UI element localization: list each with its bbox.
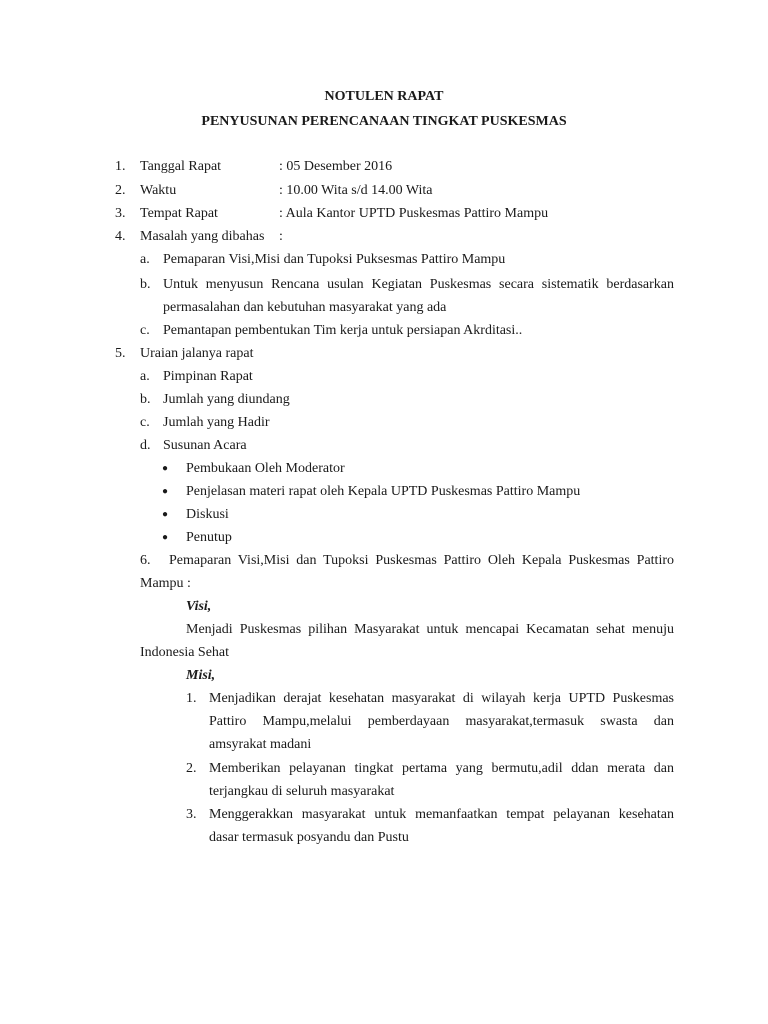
field-value-masalah: : [279, 229, 283, 244]
uraian-label: Uraian jalanya rapat [140, 346, 254, 361]
list-letter: c. [140, 415, 150, 430]
visi-text: Menjadi Puskesmas pilihan Masyarakat untuk mencapai Kecamatan sehat menuju [186, 622, 674, 637]
item-number: 6. [140, 553, 151, 568]
bullet-icon: ● [162, 486, 169, 497]
acara-item: Diskusi [186, 507, 229, 522]
uraian-item: Pimpinan Rapat [163, 369, 253, 384]
acara-item: Penjelasan materi rapat oleh Kepala UPTD Puskesmas Pattiro Mampu [186, 484, 581, 499]
field-label-tanggal: Tanggal Rapat [140, 159, 222, 174]
misi-number: 3. [186, 807, 197, 822]
masalah-item: Pemantapan pembentukan Tim kerja untuk persiapan Akrditasi.. [163, 323, 523, 338]
misi-text: Menjadikan derajat kesehatan masyarakat di wilayah kerja UPTD Puskesmas [209, 691, 674, 706]
misi-text: terjangkau di seluruh masyarakat [209, 784, 395, 799]
misi-number: 1. [186, 691, 197, 706]
document-subtitle: PENYUSUNAN PERENCANAAN TINGKAT PUSKESMAS [201, 114, 567, 129]
item-number: 1. [115, 159, 126, 174]
section6-line: Pemaparan Visi,Misi dan Tupoksi Puskesmas Pattiro Oleh Kepala Puskesmas Pattiro [169, 553, 674, 568]
uraian-item: Jumlah yang Hadir [163, 415, 270, 430]
field-value-tempat: : Aula Kantor UPTD Puskesmas Pattiro Mampu [279, 206, 549, 221]
misi-text: Memberikan pelayanan tingkat pertama yang bermutu,adil ddan merata dan [209, 761, 674, 776]
misi-text: Menggerakkan masyarakat untuk memanfaatkan tempat pelayanan kesehatan [209, 807, 674, 822]
acara-item: Penutup [186, 530, 232, 545]
list-letter: d. [140, 438, 151, 453]
misi-number: 2. [186, 761, 197, 776]
uraian-item: Jumlah yang diundang [163, 392, 290, 407]
list-letter: b. [140, 392, 151, 407]
acara-item: Pembukaan Oleh Moderator [186, 461, 345, 476]
misi-text: amsyrakat madani [209, 737, 312, 752]
document-title: NOTULEN RAPAT [324, 89, 444, 104]
list-letter: a. [140, 252, 150, 267]
list-letter: a. [140, 369, 150, 384]
item-number: 5. [115, 346, 126, 361]
field-label-waktu: Waktu [140, 183, 177, 198]
misi-label: Misi, [186, 668, 216, 683]
field-label-masalah: Masalah yang dibahas [140, 229, 265, 244]
item-number: 3. [115, 206, 126, 221]
section6-line-continued: Mampu : [140, 576, 191, 591]
uraian-item: Susunan Acara [163, 438, 247, 453]
list-letter: b. [140, 277, 151, 292]
list-letter: c. [140, 323, 150, 338]
item-number: 4. [115, 229, 126, 244]
field-label-tempat: Tempat Rapat [140, 206, 218, 221]
item-number: 2. [115, 183, 126, 198]
misi-text: Pattiro Mampu,melalui pemberdayaan masyarakat,termasuk swasta dan [209, 714, 674, 729]
field-value-tanggal: : 05 Desember 2016 [279, 159, 393, 174]
misi-text: dasar termasuk posyandu dan Pustu [209, 830, 409, 845]
visi-label: Visi, [186, 599, 212, 614]
field-value-waktu: : 10.00 Wita s/d 14.00 Wita [279, 183, 433, 198]
visi-text-continued: Indonesia Sehat [140, 645, 230, 660]
masalah-item: Untuk menyusun Rencana usulan Kegiatan Puskesmas secara sistematik berdasarkan [163, 277, 674, 292]
masalah-item: Pemaparan Visi,Misi dan Tupoksi Puksesmas Pattiro Mampu [163, 252, 506, 267]
bullet-icon: ● [162, 509, 169, 520]
masalah-item-continued: permasalahan dan kebutuhan masyarakat yang ada [163, 300, 447, 315]
bullet-icon: ● [162, 532, 169, 543]
bullet-icon: ● [162, 463, 169, 474]
